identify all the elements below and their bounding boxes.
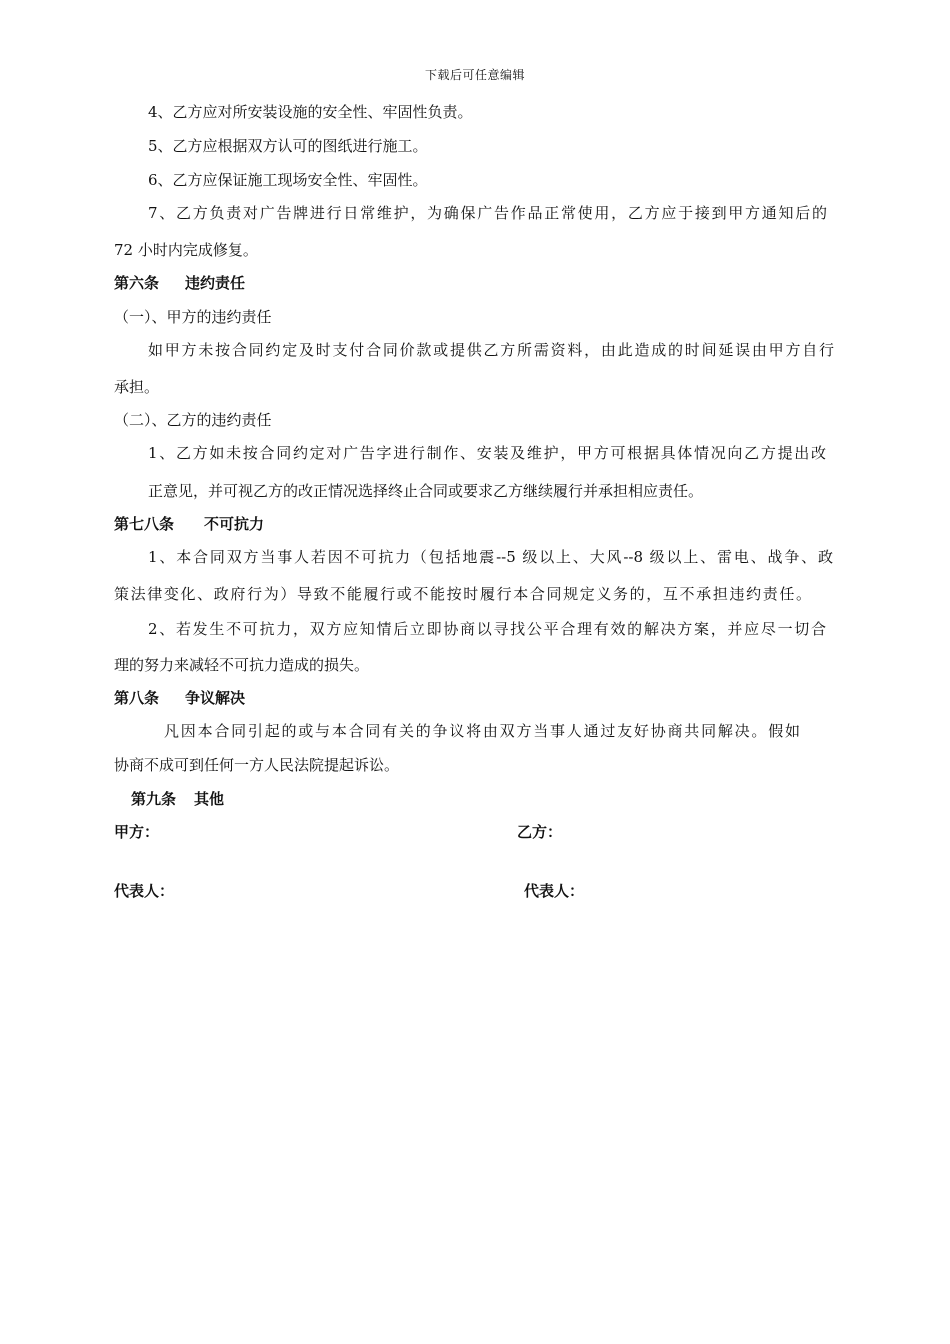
header-note: 下载后可任意编辑 bbox=[424, 68, 525, 82]
clause-item-6: 6、乙方应保证施工现场安全性、牢固性。 bbox=[148, 171, 428, 189]
clause-item-7-line-1: 7、乙方负责对广告牌进行日常维护，为确保广告作品正常使用，乙方应于接到甲方通知后的 bbox=[148, 204, 827, 222]
section-7-item-1-line-2: 策法律变化、政府行为）导致不能履行或不能按时履行本合同规定义务的，互不承担违约责任。 bbox=[114, 585, 811, 603]
section-9-title: 其他 bbox=[194, 790, 225, 808]
section-8-heading bbox=[114, 688, 245, 708]
section-7-item-2-line-2: 理的努力来减轻不可抗力造成的损失。 bbox=[114, 656, 370, 674]
section-8-line-2: 协商不成可到任何一方人民法院提起诉讼。 bbox=[114, 756, 400, 774]
section-6-sub-2-title: （二）、乙方的违约责任 bbox=[114, 411, 272, 429]
section-9-heading bbox=[131, 789, 224, 809]
section-6-title: 违约责任 bbox=[185, 274, 246, 292]
section-7-heading bbox=[114, 514, 264, 534]
section-6-sub-2-line-1: 1、乙方如未按合同约定对广告字进行制作、安装及维护，甲方可根据具体情况向乙方提出改 bbox=[148, 444, 826, 462]
section-6-number: 第六条 bbox=[114, 274, 160, 292]
section-6-sub-1-title: （一）、甲方的违约责任 bbox=[114, 308, 272, 326]
section-8-number: 第八条 bbox=[114, 689, 160, 707]
party-b-representative-label: 代表人： bbox=[524, 882, 585, 900]
clause-item-5: 5、乙方应根据双方认可的图纸进行施工。 bbox=[148, 137, 428, 155]
section-6-sub-2-line-2: 正意见，并可视乙方的改正情况选择终止合同或要求乙方继续履行并承担相应责任。 bbox=[148, 482, 704, 500]
section-7-title: 不可抗力 bbox=[204, 515, 265, 533]
clause-item-4: 4、乙方应对所安装设施的安全性、牢固性负责。 bbox=[148, 103, 473, 121]
clause-item-7-line-2: 72 小时内完成修复。 bbox=[114, 241, 258, 259]
section-7-item-2-line-1: 2、若发生不可抗力，双方应知情后立即协商以寻找公平合理有效的解决方案，并应尽一切合 bbox=[148, 620, 826, 638]
party-b-label: 乙方： bbox=[517, 823, 563, 841]
section-8-title: 争议解决 bbox=[185, 689, 246, 707]
section-7-item-1-line-1: 1、本合同双方当事人若因不可抗力（包括地震--5 级以上、大风--8 级以上、雷电、战争、政 bbox=[148, 548, 833, 566]
section-9-number: 第九条 bbox=[131, 790, 177, 808]
section-8-line-1: 凡因本合同引起的或与本合同有关的争议将由双方当事人通过友好协商共同解决。假如 bbox=[164, 722, 800, 740]
section-6-sub-1-line-2: 承担。 bbox=[114, 378, 160, 396]
party-a-label: 甲方： bbox=[114, 823, 160, 841]
section-6-heading bbox=[114, 273, 245, 293]
party-a-representative-label: 代表人： bbox=[114, 882, 175, 900]
section-7-number: 第七八条 bbox=[114, 515, 175, 533]
section-6-sub-1-line-1: 如甲方未按合同约定及时支付合同价款或提供乙方所需资料，由此造成的时间延误由甲方自行 bbox=[148, 341, 834, 359]
